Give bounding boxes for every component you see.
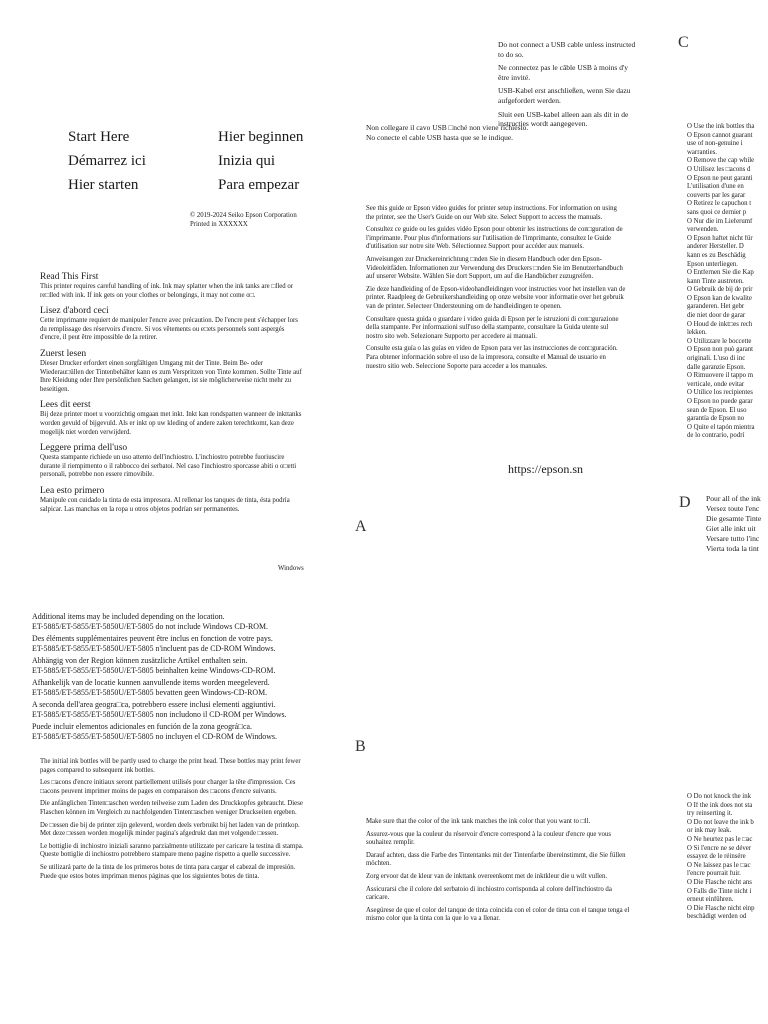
windows-label: Windows (278, 565, 304, 572)
list-item: O Epson no puede garar (687, 398, 753, 405)
list-item: O Houd de inkt□es rech (687, 320, 753, 328)
additional-items-models: ET-5885/ET-5855/ET-5850U/ET-5805 bevatten geen Windows-CD-ROM. (32, 688, 268, 697)
list-item: O Do not knock the ink (687, 793, 751, 800)
additional-items-section (32, 612, 342, 742)
title-hier-starten: Hier starten (68, 177, 139, 193)
read-first-text: Cette imprimante requiert de manipuler l'encre avec précaution. De l'encre peut s'échapper lors du remplissage des réservoirs d'encre. Si vos vêtements ou e□ets personnels sont aspergés d'encre, il peut être impossible de la retirer. (40, 317, 298, 342)
list-item: O Ne laissez pas le □ac (687, 861, 751, 869)
list-item: O Gebruik de bij de prir (687, 286, 753, 294)
read-first-fr (40, 305, 302, 343)
right-list-c (687, 123, 768, 441)
list-item: Versare tutto l'inc (706, 534, 760, 543)
setup-guide-fr: Consultez ce guide ou les guides vidéo Epson pour obtenir les instructions de con□guration de l'imprimante. Pour plus d'informations sur l'utilisation de l'imprimante, consultez le Guide d'utilisation sur notre site Web. Sélectionnez Support pour accéder aux manuels. (366, 226, 623, 251)
list-item: O Rimuovere il tappo m (687, 372, 754, 380)
additional-items-note: Puede incluir elementos adicionales en función de la zona geográ□ca. (32, 722, 252, 731)
read-first-heading: Zuerst lesen (40, 348, 87, 359)
color-match-section (366, 818, 636, 928)
list-item: O If the ink does not sta (687, 801, 753, 809)
initial-ink-fr: Les □acons d'encre initiaux seront partiellement utilisés pour charger la tête d'impression. Ces □acons peuvent imprimer moins de pages en comparaison des □acons d'encre suivants. (40, 779, 296, 795)
section-marker-a: A (355, 518, 367, 535)
copyright-text: © 2019-2024 Seiko Epson Corporation (190, 212, 297, 219)
section-marker-c: C (678, 34, 689, 51)
list-item: O Epson cannot guarant (687, 131, 753, 139)
usb-notice-de: USB-Kabel erst anschließen, wenn Sie dazu aufgefordert werden. (498, 86, 631, 105)
section-marker-b: B (355, 738, 366, 755)
additional-items-fr (32, 634, 342, 654)
read-first-de (40, 348, 302, 394)
list-item: garantía de Epson no (687, 415, 745, 423)
list-item: beschädigt werden od (687, 913, 747, 921)
color-match-it: Assicurarsi che il colore del serbatoio di inchiostro corrisponda al colore dell'inchiostro da caricare. (366, 885, 612, 902)
additional-items-nl (32, 678, 342, 698)
color-match-fr: Assurez-vous que la couleur du réservoir d'encre correspond à la couleur d'encre que vous souhaitez remplir. (366, 830, 611, 847)
list-item: O Epson haftet nicht für (687, 234, 753, 242)
usb-notice-nl: Sluit een USB-kabel alleen aan als dit in de instructies wordt aangegeven. (498, 109, 629, 129)
initial-ink-nl: De □essen die bij de printer zijn geleverd, worden deels verbruikt bij het laden van de printkop. Met deze □essen worden mogelijk minder pagina's afgedrukt dan met volgende □essen. (40, 821, 300, 838)
list-item: O Die Flasche nicht einp (687, 904, 755, 912)
color-match-en: Make sure that the color of the ink tank matches the ink color that you want to □ll. (366, 818, 591, 825)
read-first-text: Dieser Drucker erfordert einen sorgfältigen Umgang mit der Tinte. Beim Be- oder Wiederau□üllen der Tintenbehälter kann es zum Verspritzen von Tinte kommen. Sollte Tinte auf Ihre Kleidung oder Ihre persönlichen Sachen gelangen, ist sie möglicherweise nicht mehr zu beseitigen. (40, 359, 302, 393)
list-item: O Ne heurtez pas le □ac (687, 835, 753, 843)
read-first-text: Manipule con cuidado la tinta de esta impresora. Al rellenar los tanques de tinta, ésta podría salpicar. Las manchas en la ropa u otros objetos podrían ser permanentes. (40, 496, 290, 513)
usb-notice-fr: Ne connectez pas le câble USB à moins d'y être invité. (498, 63, 629, 82)
list-item: Giet alle inkt uit (706, 524, 756, 533)
additional-items-note: Additional items may be included depending on the location. (32, 612, 225, 621)
read-first-text: Questa stampante richiede un uso attento dell'inchiostro. L'inchiostro potrebbe fuoriuscire durante il riempimento o il rabbocco dei serbatoi. Nel caso l'inchiostro sporcasse abiti o o□etti personali, potrebbe non essere rimovibile. (40, 454, 297, 479)
read-first-heading: Leggere prima dell'uso (40, 443, 128, 454)
usb-notice-bottom (366, 123, 646, 142)
additional-items-models: ET-5885/ET-5855/ET-5850U/ET-5805 beinhalten keine Windows-CD-ROM. (32, 666, 276, 675)
list-item: verwenden. (687, 226, 719, 234)
list-item: essayez de le réinsére (687, 853, 746, 861)
additional-items-it (32, 700, 342, 720)
additional-items-note: Abhängig von der Region können zusätzliche Artikel enthalten sein. (32, 656, 248, 665)
read-first-heading: Lisez d'abord ceci (40, 306, 109, 317)
setup-guide-it: Consultare questa guida o guardare i video guida di Epson per le istruzioni di con□gurazione della stampante. Per informazioni sull'uso della stampante, consultare la Guida utente sul nostro sito web. Selezionare Supporto per accedere ai manuali. (366, 315, 619, 340)
additional-items-models: ET-5885/ET-5855/ET-5850U/ET-5805 non includono il CD-ROM per Windows. (32, 710, 287, 719)
setup-guide-en: See this guide or Epson video guides for printer setup instructions. For information on using the printer, see the User's Guide on our Web site. Select Support to access the manuals. (366, 205, 617, 221)
additional-items-note: Afhankelijk van de locatie kunnen aanvullende items worden meegeleverd. (32, 678, 270, 687)
right-list-bottom (687, 793, 768, 922)
list-item: Versez toute l'enc (706, 504, 760, 513)
list-item: garanderen. Het gebr (687, 303, 745, 311)
list-item: Vierta toda la tint (706, 544, 759, 553)
titles-right (218, 125, 303, 197)
copyright-block (190, 212, 297, 229)
list-item: or ink may leak. (687, 827, 732, 835)
list-item: O Nur die im Lieferumf (687, 217, 753, 225)
list-item: O Utilizzare le boccette (687, 337, 752, 345)
setup-guide-nl: Zie deze handleiding of de Epson-videohandleidingen voor instructies voor het instellen van de printer. Raadpleeg de Gebruikershandleiding op onze website voor informatie over het gebruik van de printer. Selecteer Ondersteuning om de handleidingen te openen. (366, 285, 626, 310)
list-item: sans quoi ce dernier p (687, 208, 747, 216)
list-item: dalle garanzie Epson. (687, 363, 746, 371)
read-first-heading: Lea esto primero (40, 485, 105, 496)
list-item: lekken. (687, 329, 707, 337)
list-item: sean de Epson. El uso (687, 406, 747, 414)
list-item: die niet door de garar (687, 312, 746, 320)
list-item: Die gesamte Tinte (706, 514, 762, 523)
read-first-heading: Read This First (40, 272, 99, 282)
list-item: O Do not leave the ink b (687, 818, 754, 826)
additional-items-es (32, 722, 342, 742)
list-item: O Utilice los recipientes (687, 389, 753, 397)
additional-items-de (32, 656, 342, 676)
read-first-it (40, 442, 302, 480)
additional-items-models: ET-5885/ET-5855/ET-5850U/ET-5805 n'incluent pas de CD-ROM Windows. (32, 644, 276, 653)
list-item: O Si l'encre ne se déver (687, 844, 752, 852)
list-item: O Epson ne peut garanti (687, 174, 753, 182)
read-first-nl (40, 399, 302, 437)
initial-ink-en: The initial ink bottles will be partly used to charge the print head. These bottles may print fewer pages compared to subsequent ink bottles. (40, 758, 301, 774)
color-match-es: Asegúrese de que el color del tanque de tinta coincida con el color de tinta con el tanque tenga el mismo color que la tinta con la que lo va a llenar. (366, 906, 630, 923)
list-item: l'encre pourrait fuir. (687, 870, 741, 878)
setup-guide-de: Anweisungen zur Druckereinrichtung □nden Sie in diesem Handbuch oder den Epson-Videoleitfäden. Informationen zur Verwendung des Druckers □nden Sie im Benutzerhandbuch auf unserer Website. Wählen Sie dort Support, um auf die Handbücher zuzugreifen. (366, 255, 623, 281)
setup-guide-es: Consulte esta guía o las guías en vídeo de Epson para ver las instrucciones de con□guración. Para obtener información sobre el uso de la impresora, consulte el Manual de usuario en nuestro sitio web. Seleccione Soporte para acceder a los manuales. (366, 345, 618, 370)
titles-left (68, 125, 146, 197)
list-item: O Remove the cap while (687, 157, 755, 165)
list-item: Pour all of the ink (706, 494, 761, 503)
epson-url-link[interactable]: https://epson.sn (508, 462, 584, 476)
list-item: O Falls die Tinte nicht i (687, 887, 752, 895)
list-item: couverts par les garar (687, 191, 746, 199)
title-hier-beginnen: Hier beginnen (218, 129, 304, 145)
title-para-empezar: Para empezar (218, 177, 300, 193)
list-item: O Die Flasche nicht ans (687, 878, 752, 886)
list-item: L'utilisation d'une en (687, 183, 744, 191)
list-item: O Entfernen Sie die Kap (687, 269, 754, 277)
list-item: O Epson kan de kwalite (687, 294, 752, 302)
list-item: kann es zu Beschädig (687, 251, 746, 259)
list-item: O Quite el tapón mientra (687, 423, 755, 431)
usb-notice-en: Do not connect a USB cable unless instructed to do so. (498, 40, 636, 59)
list-item: de lo contrario, podrí (687, 432, 745, 440)
list-item: O Epson non può garant (687, 346, 754, 354)
list-item: verticale, onde evitar (687, 380, 745, 388)
list-item: erneut einführen. (687, 896, 734, 904)
read-first-text: This printer requires careful handling of ink. Ink may splatter when the ink tanks are □lled or re□lled with ink. If ink gets on your clothes or belongings, it may not come o□. (40, 283, 294, 299)
additional-items-note: Des éléments supplémentaires peuvent être inclus en fonction de votre pays. (32, 634, 273, 643)
initial-ink-it: Le bottiglie di inchiostro iniziali saranno parzialmente utilizzate per caricare la testina di stampa. Queste bottiglie di inchiostro potrebbero stampare meno pagine rispetto a quelle successive. (40, 842, 304, 859)
list-item: originali. L'uso di inc (687, 355, 746, 363)
read-first-text: Bij deze printer moet u voorzichtig omgaan met inkt. Inkt kan rondspatten wanneer de inkttanks worden gevuld of bijgevuld. Als er inkt op uw kleding of andere zaken terechtkomt, kan deze mogelijk niet worden verwijderd. (40, 411, 302, 436)
read-first-heading: Lees dit eerst (40, 400, 91, 411)
printed-in-text: Printed in XXXXXX (190, 220, 248, 228)
color-match-nl: Zorg ervoor dat de kleur van de inkttank overeenkomt met de inktkleur die u wilt vullen. (366, 872, 608, 880)
read-first-es (40, 485, 302, 514)
title-demarrez-ici: Démarrez ici (68, 153, 146, 169)
additional-items-en (32, 612, 342, 632)
color-match-de: Darauf achten, dass die Farbe des Tintentanks mit der Tintenfarbe übereinstimmt, die Sie füllen möchten. (366, 851, 626, 868)
usb-notice-es: No conecte el cable USB hasta que se le indique. (366, 132, 514, 142)
list-item: O Use the ink bottles tha (687, 123, 755, 130)
additional-items-models: ET-5885/ET-5855/ET-5850U/ET-5805 no incluyen el CD-ROM de Windows. (32, 732, 277, 741)
read-first-section (40, 271, 302, 514)
list-item: Epson unterliegen. (687, 260, 738, 268)
title-inizia-qui: Inizia qui (218, 153, 276, 169)
usb-notice-it: Non collegare il cavo USB □nché non viene richiesto. (366, 123, 529, 132)
list-item: warranties. (687, 148, 718, 156)
list-item: O Utilisez les □acons d (687, 165, 751, 173)
list-item: use of non-genuine i (687, 140, 743, 148)
initial-ink-de: Die anfänglichen Tinten□aschen werden teilweise zum Laden des Druckkopfes gebraucht. Diese Flaschen können im Vergleich zu nachfolgenden Tinten□aschen weniger Druckseiten ergeben. (40, 800, 303, 816)
list-item: O Retirez le capuchon t (687, 200, 752, 208)
list-item: kann Tinte austreten. (687, 277, 744, 285)
title-start-here: Start Here (68, 129, 130, 145)
initial-ink-es: Se utilizará parte de la tinta de los primeros botes de tinta para cargar el cabezal de impresión. Puede que estos botes impriman menos páginas que los siguientes botes de tinta. (40, 863, 296, 880)
initial-ink-section (40, 758, 305, 885)
additional-items-note: A seconda dell'area geogra□ca, potrebbero essere inclusi elementi aggiuntivi. (32, 700, 276, 709)
list-item: anderer Hersteller. D (687, 243, 744, 251)
right-list-d (706, 494, 768, 554)
read-first-en (40, 271, 302, 300)
list-item: try reinserting it. (687, 810, 733, 818)
additional-items-models: ET-5885/ET-5855/ET-5850U/ET-5805 do not include Windows CD-ROM. (32, 622, 268, 631)
usb-notice-top (498, 40, 640, 133)
section-marker-d: D (679, 494, 691, 511)
setup-guide-section (366, 205, 626, 375)
